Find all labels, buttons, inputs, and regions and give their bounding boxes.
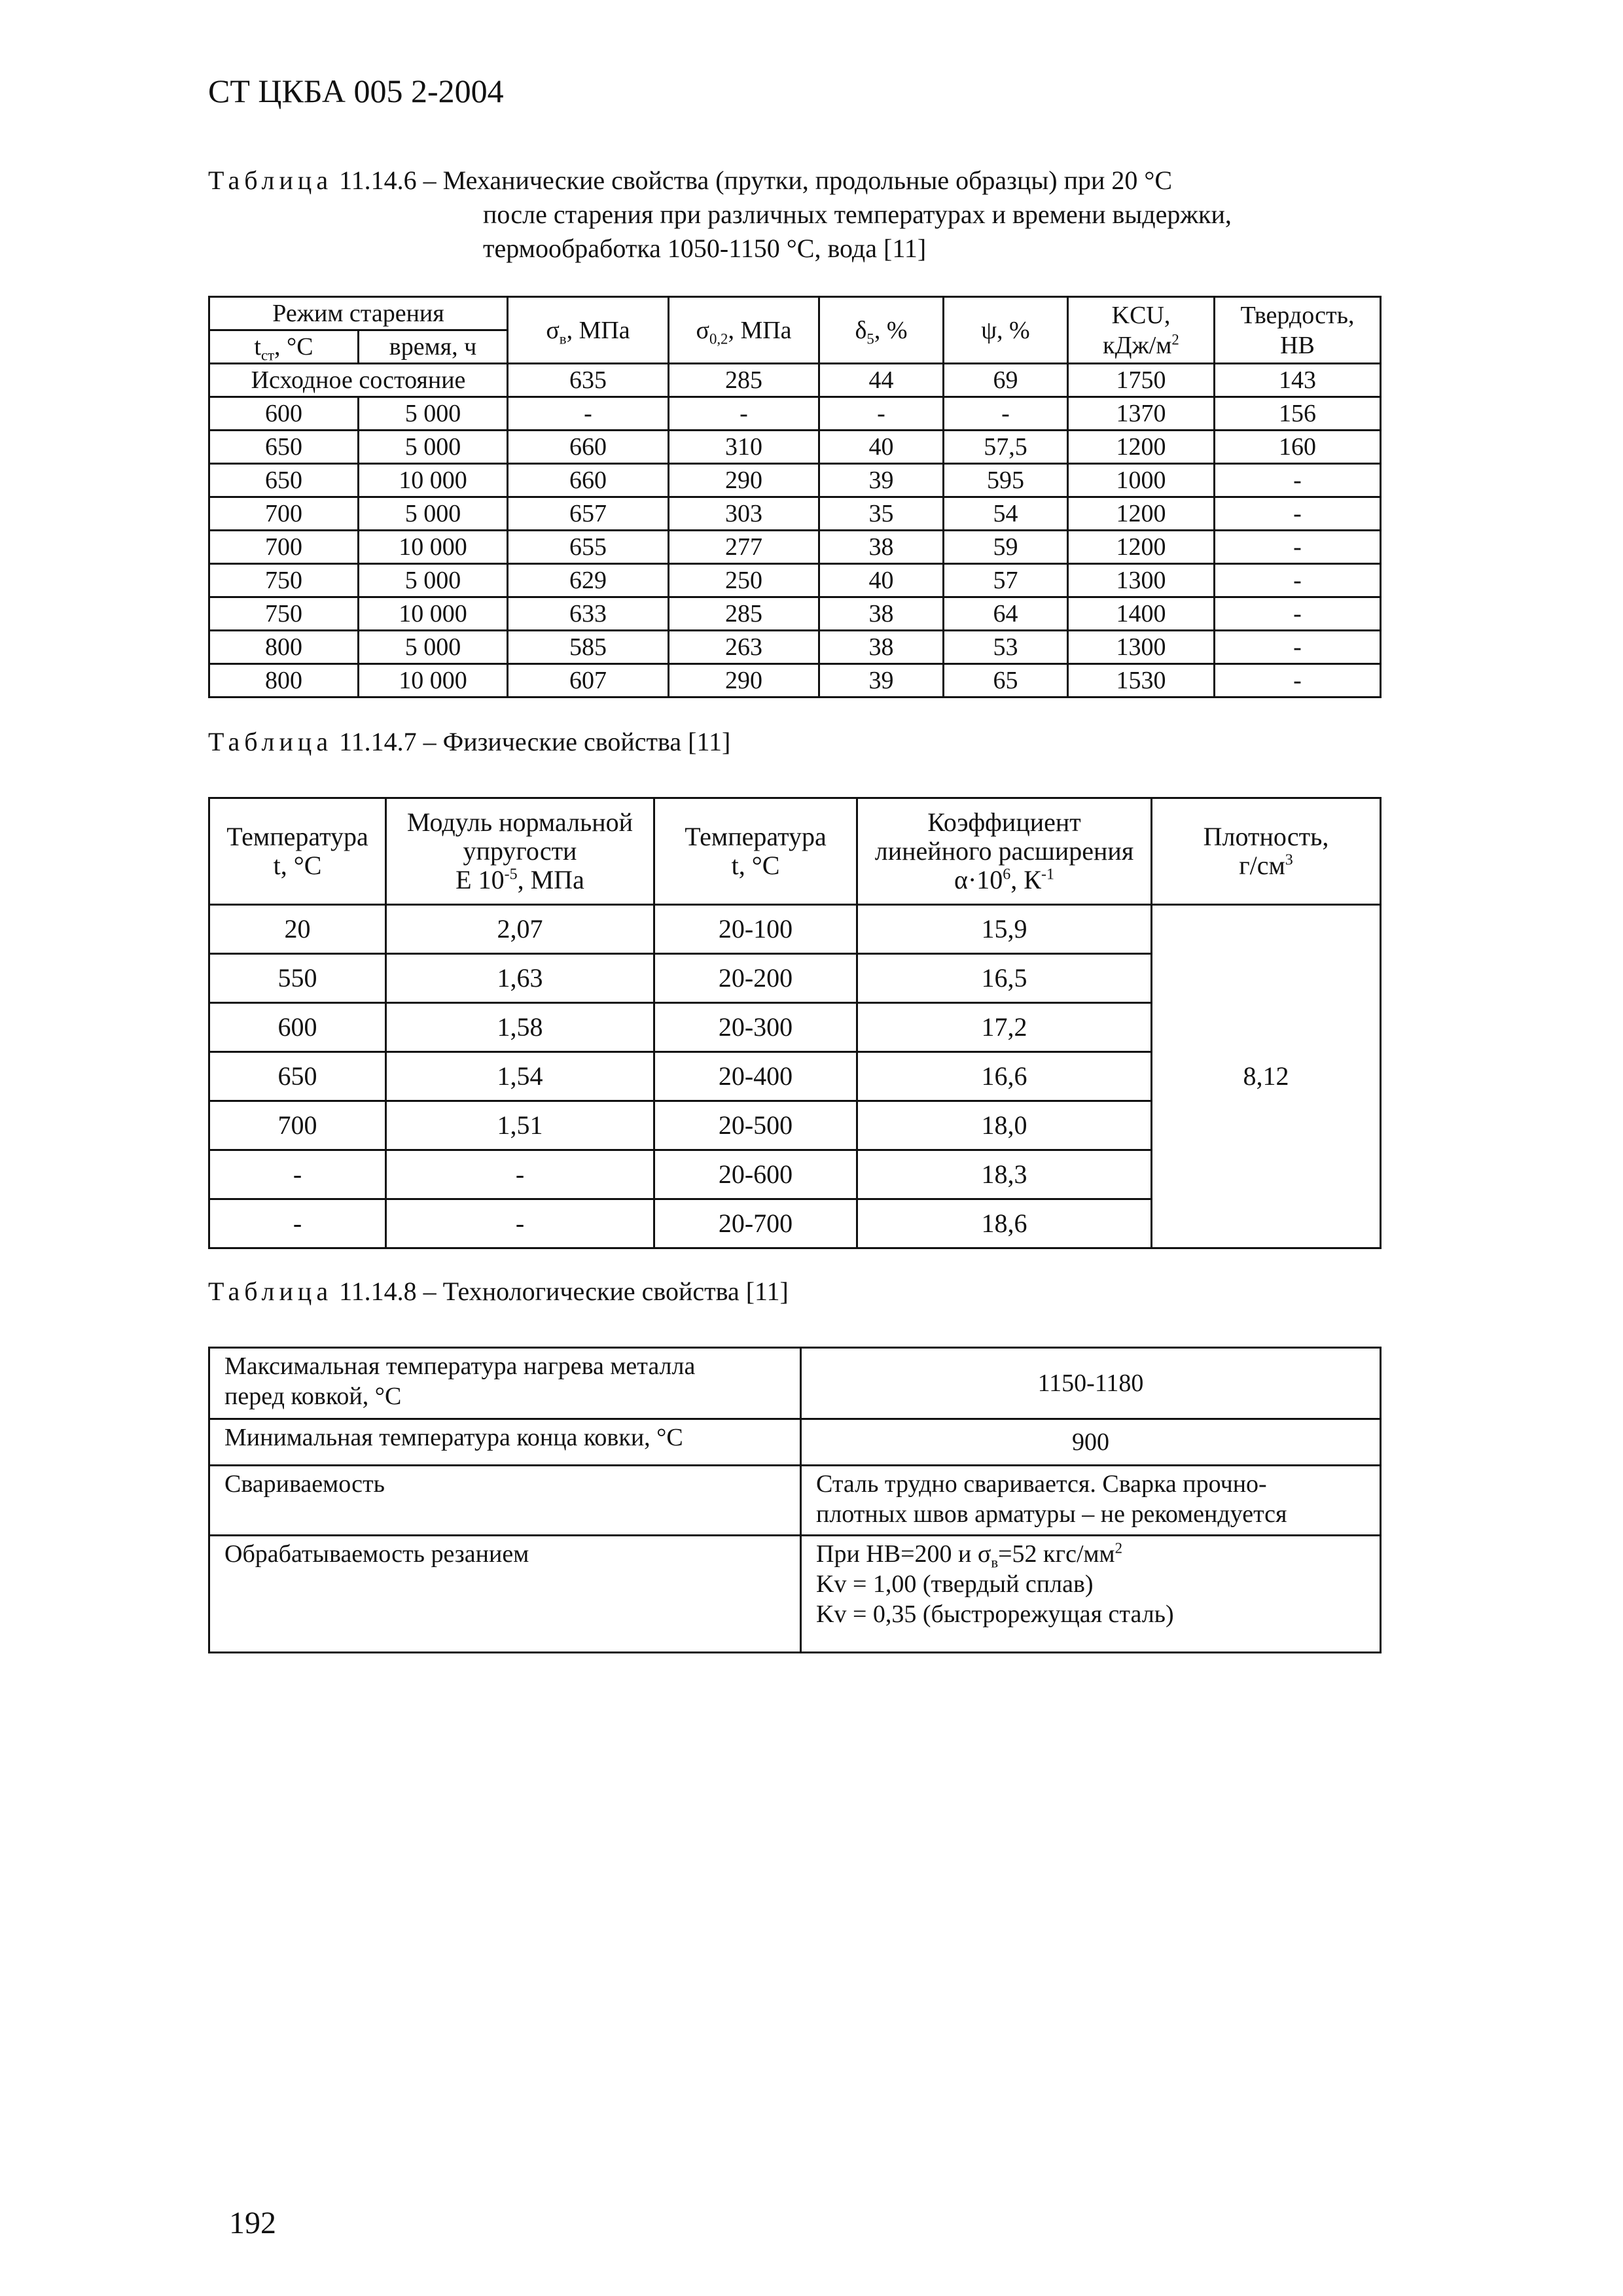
table-cell: 5 000 — [359, 397, 508, 431]
table-cell: 700 — [209, 1101, 386, 1150]
table-cell: 16,5 — [857, 954, 1152, 1003]
table-cell: 290 — [669, 664, 819, 698]
table-cell: 277 — [669, 531, 819, 564]
table-cell: - — [508, 397, 669, 431]
table-cell: 650 — [209, 1052, 386, 1101]
table-cell: - — [386, 1150, 654, 1199]
table-cell: 18,6 — [857, 1199, 1152, 1248]
table-cell: 607 — [508, 664, 669, 698]
table-cell: 35 — [819, 497, 944, 531]
table-cell: - — [1215, 597, 1381, 631]
table-cell: 285 — [669, 597, 819, 631]
table-cell: 1,51 — [386, 1101, 654, 1150]
header-tensile-strength: $\sigma_в$, МПа — [508, 297, 669, 364]
table-cell: 20-600 — [654, 1150, 857, 1199]
table-cell: 310 — [669, 431, 819, 464]
table-caption-11-14-6 — [208, 164, 1232, 266]
table-caption-11-14-7 — [208, 725, 730, 759]
table-cell: 59 — [944, 531, 1068, 564]
table-cell: 600 — [209, 1003, 386, 1052]
table-cell: 10 000 — [359, 464, 508, 497]
max-forging-temperature-label: Максимальная температура нагрева металла перед ковкой, °С — [209, 1348, 801, 1419]
table-row — [209, 1536, 1381, 1653]
table-cell: 2,07 — [386, 905, 654, 954]
table-cell: 20-100 — [654, 905, 857, 954]
table-cell: - — [386, 1199, 654, 1248]
caption-label: Таблица — [208, 727, 333, 756]
table-cell: - — [819, 397, 944, 431]
table-cell: 660 — [508, 431, 669, 464]
mechanical-properties-table — [208, 296, 1382, 698]
table-cell: 263 — [669, 631, 819, 664]
table-cell: 550 — [209, 954, 386, 1003]
caption-text: 11.14.6 – Механические свойства (прутки, продольные образцы) при 20 °С — [332, 166, 1173, 195]
table-row — [209, 531, 1381, 564]
table-cell: 57,5 — [944, 431, 1068, 464]
table-cell: 657 — [508, 497, 669, 531]
table-cell: 5 000 — [359, 497, 508, 531]
table-cell: 5 000 — [359, 564, 508, 597]
table-row — [209, 905, 1381, 954]
table-cell: 1400 — [1068, 597, 1215, 631]
table-row — [209, 1348, 1381, 1419]
table-cell: - — [209, 1199, 386, 1248]
technological-properties-table — [208, 1347, 1382, 1653]
table-cell: 700 — [209, 497, 359, 531]
table-cell: 18,3 — [857, 1150, 1152, 1199]
table-row — [209, 664, 1381, 698]
table-cell: 600 — [209, 397, 359, 431]
table-cell: - — [669, 397, 819, 431]
table-cell: 15,9 — [857, 905, 1152, 954]
table-cell: - — [209, 1150, 386, 1199]
table-cell: 143 — [1215, 364, 1381, 397]
table-cell: 1370 — [1068, 397, 1215, 431]
table-row — [209, 497, 1381, 531]
header-elastic-modulus: Модуль нормальной упругости Е $10^{-5}$, МПа — [386, 798, 654, 905]
table-cell: 39 — [819, 464, 944, 497]
table-cell: 20-400 — [654, 1052, 857, 1101]
table-cell: 635 — [508, 364, 669, 397]
table-cell: 750 — [209, 597, 359, 631]
table-row — [209, 431, 1381, 464]
machinability-value: При НВ=200 и $\sigma_в=52$ кгс/$мм^2$ Kv = 1,00 (твердый сплав) Kv = 0,35 (быстрорежущая сталь) — [801, 1536, 1381, 1653]
table-cell: 1300 — [1068, 564, 1215, 597]
header-impact-toughness: KCU, кДж/$м^2$ — [1068, 297, 1215, 364]
table-cell: 1,54 — [386, 1052, 654, 1101]
table-cell: 38 — [819, 597, 944, 631]
table-cell: 20-300 — [654, 1003, 857, 1052]
table-row — [209, 364, 1381, 397]
table-row — [209, 397, 1381, 431]
table-cell: 18,0 — [857, 1101, 1152, 1150]
weldability-label: Свариваемость — [209, 1466, 801, 1536]
table-cell: 65 — [944, 664, 1068, 698]
table-row — [209, 631, 1381, 664]
table-cell: 40 — [819, 564, 944, 597]
header-aging-temperature: $t_{ст}$, °С — [209, 330, 359, 364]
table-cell: 160 — [1215, 431, 1381, 464]
table-cell: - — [1215, 497, 1381, 531]
caption-label: Таблица — [208, 166, 333, 195]
table-cell: 57 — [944, 564, 1068, 597]
max-forging-temperature-value: 1150-1180 — [801, 1348, 1381, 1419]
density-value: 8,12 — [1152, 905, 1381, 1248]
table-row — [209, 564, 1381, 597]
page-number: 192 — [229, 2206, 276, 2240]
table-cell: 53 — [944, 631, 1068, 664]
table-cell: 1,63 — [386, 954, 654, 1003]
initial-state-label: Исходное состояние — [209, 364, 508, 397]
table-cell: 20-200 — [654, 954, 857, 1003]
table-cell: 40 — [819, 431, 944, 464]
table-cell: 20-700 — [654, 1199, 857, 1248]
table-cell: 655 — [508, 531, 669, 564]
table-cell: 38 — [819, 531, 944, 564]
caption-label: Таблица — [208, 1277, 333, 1306]
table-row — [209, 597, 1381, 631]
table-cell: 20-500 — [654, 1101, 857, 1150]
table-cell: 1530 — [1068, 664, 1215, 698]
header-elongation: $\delta_5$, % — [819, 297, 944, 364]
table-cell: 5 000 — [359, 631, 508, 664]
table-cell: 10 000 — [359, 531, 508, 564]
table-cell: 1300 — [1068, 631, 1215, 664]
table-row — [209, 1466, 1381, 1536]
weldability-value: Сталь трудно сваривается. Сварка прочно- плотных швов арматуры – не рекомендуется — [801, 1466, 1381, 1536]
caption-text-line3: термообработка 1050-1150 °С, вода [11] — [483, 234, 927, 263]
table-cell: 156 — [1215, 397, 1381, 431]
table-cell: 1000 — [1068, 464, 1215, 497]
header-aging-regime: Режим старения — [209, 297, 508, 330]
table-row — [209, 464, 1381, 497]
table-cell: 660 — [508, 464, 669, 497]
table-cell: 44 — [819, 364, 944, 397]
header-hardness: Твердость, НВ — [1215, 297, 1381, 364]
table-cell: - — [1215, 631, 1381, 664]
header-reduction-of-area: ψ, % — [944, 297, 1068, 364]
table-cell: 64 — [944, 597, 1068, 631]
table-cell: 629 — [508, 564, 669, 597]
table-cell: 38 — [819, 631, 944, 664]
table-cell: 20 — [209, 905, 386, 954]
document-code: СТ ЦКБА 005 2-2004 — [208, 73, 504, 109]
min-forging-end-temperature-value: 900 — [801, 1419, 1381, 1466]
machinability-label: Обрабатываемость резанием — [209, 1536, 801, 1653]
table-cell: - — [1215, 564, 1381, 597]
table-cell: 1,58 — [386, 1003, 654, 1052]
table-cell: - — [944, 397, 1068, 431]
table-cell: 800 — [209, 631, 359, 664]
table-cell: 5 000 — [359, 431, 508, 464]
table-cell: 1200 — [1068, 531, 1215, 564]
table-cell: 39 — [819, 664, 944, 698]
table-cell: 69 — [944, 364, 1068, 397]
table-cell: 290 — [669, 464, 819, 497]
table-cell: 285 — [669, 364, 819, 397]
table-cell: 1750 — [1068, 364, 1215, 397]
header-yield-strength: $\sigma_{0,2}$, МПа — [669, 297, 819, 364]
physical-properties-table — [208, 797, 1382, 1249]
min-forging-end-temperature-label: Минимальная температура конца ковки, °С — [209, 1419, 801, 1466]
table-row — [209, 1419, 1381, 1466]
header-density: Плотность, $г/см^3$ — [1152, 798, 1381, 905]
header-temperature: Температура t, °С — [209, 798, 386, 905]
caption-text-line2: после старения при различных температурах и времени выдержки, — [483, 200, 1232, 229]
table-cell: 10 000 — [359, 664, 508, 698]
header-temperature-range: Температура t, °С — [654, 798, 857, 905]
caption-text: 11.14.7 – Физические свойства [11] — [332, 727, 731, 756]
table-cell: 10 000 — [359, 597, 508, 631]
table-cell: 750 — [209, 564, 359, 597]
table-cell: - — [1215, 531, 1381, 564]
table-cell: 54 — [944, 497, 1068, 531]
table-cell: 800 — [209, 664, 359, 698]
table-cell: 595 — [944, 464, 1068, 497]
header-aging-time: время, ч — [359, 330, 508, 364]
table-cell: 1200 — [1068, 497, 1215, 531]
caption-text: 11.14.8 – Технологические свойства [11] — [332, 1277, 789, 1306]
table-cell: 303 — [669, 497, 819, 531]
table-cell: 700 — [209, 531, 359, 564]
table-cell: 250 — [669, 564, 819, 597]
table-cell: - — [1215, 664, 1381, 698]
header-expansion-coefficient: Коэффициент линейного расширения $\alpha\cdot 10^6$, $К^{-1}$ — [857, 798, 1152, 905]
table-cell: 650 — [209, 464, 359, 497]
table-cell: 650 — [209, 431, 359, 464]
table-cell: 633 — [508, 597, 669, 631]
table-cell: 585 — [508, 631, 669, 664]
table-cell: 1200 — [1068, 431, 1215, 464]
table-cell: - — [1215, 464, 1381, 497]
table-cell: 16,6 — [857, 1052, 1152, 1101]
table-caption-11-14-8 — [208, 1275, 789, 1309]
table-cell: 17,2 — [857, 1003, 1152, 1052]
